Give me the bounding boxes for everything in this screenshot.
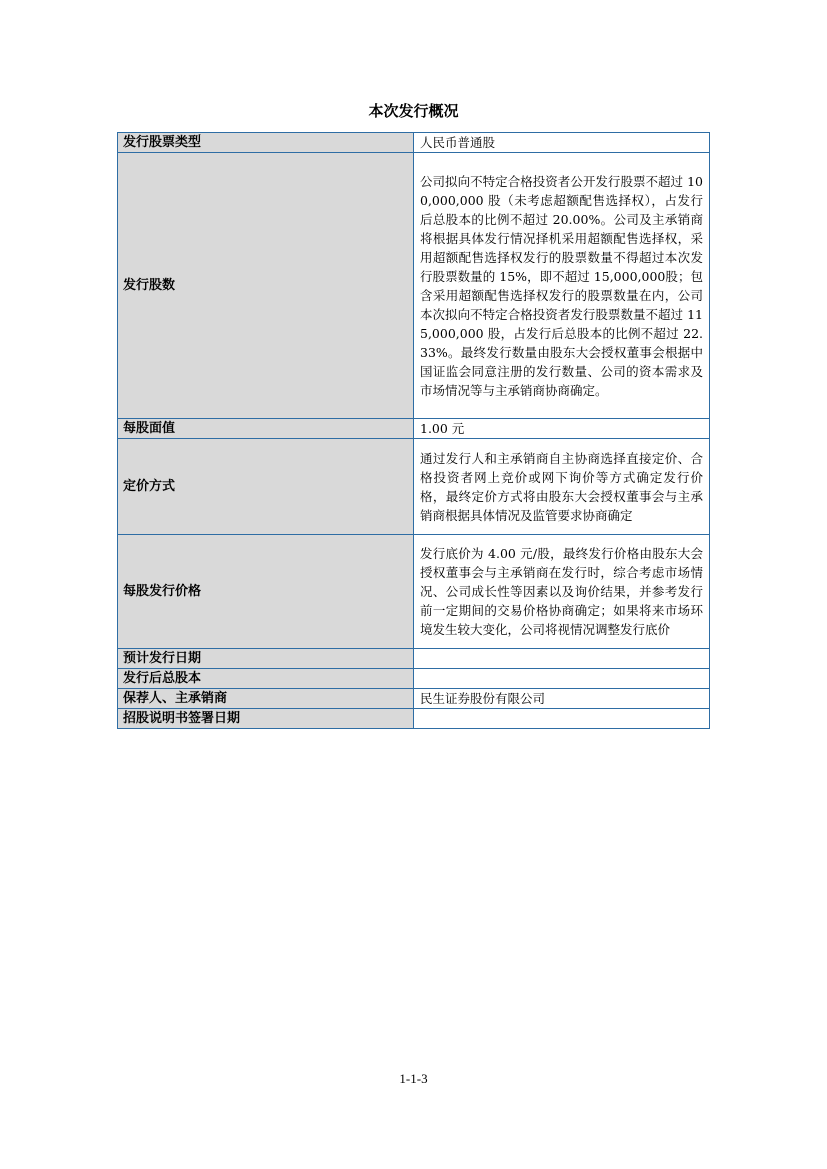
- table-row-pricing-method: [118, 439, 710, 535]
- row-label: 定价方式: [118, 439, 414, 535]
- table-row-expected-date: [118, 649, 710, 669]
- row-value: [414, 669, 710, 689]
- table-row-signing-date: [118, 709, 710, 729]
- row-label: 每股面值: [118, 419, 414, 439]
- row-value: [414, 649, 710, 669]
- table-row-sponsor: [118, 689, 710, 709]
- table-row-issue-price: [118, 535, 710, 649]
- row-label: 发行股票类型: [118, 133, 414, 153]
- row-label: 保荐人、主承销商: [118, 689, 414, 709]
- table-row-stock-type: [118, 133, 710, 153]
- offering-overview-table: [117, 132, 710, 729]
- table-row-share-count: [118, 153, 710, 419]
- row-label: 发行股数: [118, 153, 414, 419]
- row-value: [414, 709, 710, 729]
- row-value: 发行底价为 4.00 元/股，最终发行价格由股东大会授权董事会与主承销商在发行时，综合考虑市场情况、公司成长性等因素以及询价结果，并参考发行前一定期间的交易价格协商确定；如果将来市场环境发生较大变化，公司将视情况调整发行底价: [414, 535, 710, 649]
- page-number: 1-1-3: [399, 1071, 428, 1086]
- row-value: 人民币普通股: [414, 133, 710, 153]
- table-row-par-value: [118, 419, 710, 439]
- row-value: 1.00 元: [414, 419, 710, 439]
- row-label: 招股说明书签署日期: [118, 709, 414, 729]
- row-value: 通过发行人和主承销商自主协商选择直接定价、合格投资者网上竞价或网下询价等方式确定发行价格，最终定价方式将由股东大会授权董事会与主承销商根据具体情况及监管要求协商确定: [414, 439, 710, 535]
- row-label: 预计发行日期: [118, 649, 414, 669]
- row-value: 民生证券股份有限公司: [414, 689, 710, 709]
- table-row-total-shares: [118, 669, 710, 689]
- row-label: 每股发行价格: [118, 535, 414, 649]
- row-label: 发行后总股本: [118, 669, 414, 689]
- row-value: 公司拟向不特定合格投资者公开发行股票不超过 100,000,000 股（未考虑超额配售选择权），占发行后总股本的比例不超过 20.00%。公司及主承销商将根据具体发行情况择机采用超额配售选择权，采用超额配售选择权发行的股票数量不得超过本次发行股票数量的 15%，即不超过 15,000,000股；包含采用超额配售选择权发行的股票数量在内，公司本次拟向不特定合格投资者发行股票数量不超过 115,000,000 股，占发行后总股本的比例不超过 22.33%。最终发行数量由股东大会授权董事会根据中国证监会同意注册的发行数量、公司的资本需求及市场情况等与主承销商协商确定。: [414, 153, 710, 419]
- document-title: 本次发行概况: [368, 102, 459, 120]
